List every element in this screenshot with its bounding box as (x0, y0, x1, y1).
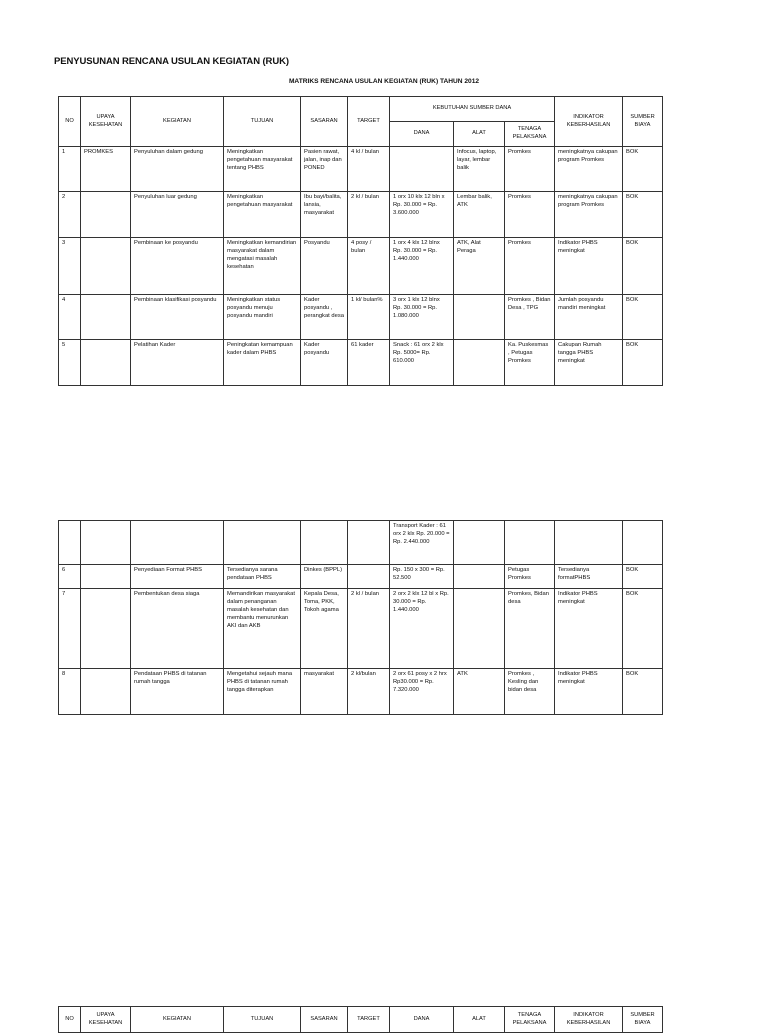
cell-no: 3 (59, 238, 81, 295)
cell-no: 6 (59, 565, 81, 589)
cell-tenaga: Promkes (505, 147, 555, 192)
header-target: TARGET (348, 97, 390, 147)
cell-tenaga: Promkes (505, 238, 555, 295)
header-target: TARGET (348, 1007, 390, 1033)
cell-tujuan: Mengetahui sejauh mana PHBS di tatanan rumah tangga diterapkan (224, 669, 301, 715)
cell-dana: 3 orx 1 klx 12 blnx Rp. 30.000 = Rp. 1.080.000 (390, 295, 454, 340)
header-kegiatan: KEGIATAN (131, 97, 224, 147)
cell-no: 4 (59, 295, 81, 340)
cell-dana: Rp. 150 x 300 = Rp. 52.500 (390, 565, 454, 589)
cell-no: 2 (59, 192, 81, 238)
cell-dana: Transport Kader : 61 orx 2 klx Rp. 20.000 = Rp. 2.440.000 (390, 521, 454, 565)
cell-upaya: PROMKES (81, 147, 131, 192)
table-row-continuation (59, 521, 663, 565)
cell-alat: ATK, Alat Peraga (454, 238, 505, 295)
cell-target: 1 kl/ bulan% (348, 295, 390, 340)
cell-indikator: Indikator PHBS meningkat (555, 238, 623, 295)
table-row (59, 565, 663, 589)
cell-dana: Snack : 61 orx 2 klx Rp. 5000= Rp. 610.000 (390, 340, 454, 386)
cell-kegiatan: Penyuluhan luar gedung (131, 192, 224, 238)
cell-tujuan: Meningkatkan kemandirian masyarakat dalam mengatasi masalah kesehatan (224, 238, 301, 295)
cell-no (59, 521, 81, 565)
cell-upaya (81, 565, 131, 589)
table-row (59, 589, 663, 669)
cell-sumber (623, 521, 663, 565)
cell-tujuan: Meningkatkan status posyandu menuju posyandu mandiri (224, 295, 301, 340)
ruk-table-page-3-header (58, 1006, 663, 1033)
cell-no: 8 (59, 669, 81, 715)
header-upaya-kesehatan: UPAYA KESEHATAN (81, 97, 131, 147)
header-no: NO (59, 97, 81, 147)
cell-upaya (81, 589, 131, 669)
cell-sasaran: Dinkes (BPPL) (301, 565, 348, 589)
cell-alat (454, 295, 505, 340)
cell-tenaga (505, 521, 555, 565)
cell-kegiatan: Penyediaan Format PHBS (131, 565, 224, 589)
cell-target: 61 kader (348, 340, 390, 386)
cell-sasaran: Pasien rawat, jalan, inap dan PONED (301, 147, 348, 192)
cell-kegiatan: Pembinaan ke posyandu (131, 238, 224, 295)
cell-indikator: Indikator PHBS meningkat (555, 589, 623, 669)
header-alat: ALAT (454, 1007, 505, 1033)
cell-tenaga: Promkes , Kesling dan bidan desa (505, 669, 555, 715)
cell-upaya (81, 340, 131, 386)
cell-tenaga: Promkes, Bidan desa (505, 589, 555, 669)
cell-kegiatan: Pembinaan klasifikasi posyandu (131, 295, 224, 340)
cell-tujuan (224, 521, 301, 565)
cell-tenaga: Promkes , Bidan Desa , TPG (505, 295, 555, 340)
cell-kegiatan: Pembentukan desa siaga (131, 589, 224, 669)
cell-alat: ATK (454, 669, 505, 715)
header-indikator: INDIKATOR KEBERHASILAN (555, 97, 623, 147)
header-sumber-biaya: SUMBER BIAYA (623, 1007, 663, 1033)
ruk-table-page-1 (58, 96, 663, 386)
cell-tujuan: Memandirikan masyarakat dalam penanganan masalah kesehatan dan membantu menurunkan AKI dan AKB (224, 589, 301, 669)
table-row (59, 238, 663, 295)
cell-target: 2 kl/bulan (348, 669, 390, 715)
cell-target (348, 565, 390, 589)
table-row (59, 147, 663, 192)
cell-sumber: BOK (623, 340, 663, 386)
cell-alat: Lembar balik, ATK (454, 192, 505, 238)
ruk-table-page-2 (58, 520, 663, 715)
cell-upaya (81, 238, 131, 295)
cell-dana: 1 orx 4 klx 12 blnx Rp. 30.000 = Rp. 1.440.000 (390, 238, 454, 295)
table-row (59, 295, 663, 340)
cell-sasaran (301, 521, 348, 565)
cell-sasaran: masyarakat (301, 669, 348, 715)
header-sasaran: SASARAN (301, 97, 348, 147)
cell-kegiatan (131, 521, 224, 565)
matrix-title: MATRIKS RENCANA USULAN KEGIATAN (RUK) TAHUN 2012 (288, 78, 480, 85)
cell-indikator: meningkatnya cakupan program Promkes (555, 192, 623, 238)
cell-kegiatan: Penyuluhan dalam gedung (131, 147, 224, 192)
table-row (59, 669, 663, 715)
cell-target: 4 kl / bulan (348, 147, 390, 192)
cell-kegiatan: Pelatihan Kader (131, 340, 224, 386)
cell-dana (390, 147, 454, 192)
cell-target: 2 kl / bulan (348, 192, 390, 238)
header-kegiatan: KEGIATAN (131, 1007, 224, 1033)
cell-indikator: Cakupan Rumah tangga PHBS meningkat (555, 340, 623, 386)
header-alat: ALAT (454, 122, 505, 147)
cell-tujuan: Peningkatan kemampuan kader dalam PHBS (224, 340, 301, 386)
header-tenaga-pelaksana: TENAGA PELAKSANA (505, 122, 555, 147)
cell-indikator (555, 521, 623, 565)
table-row (59, 192, 663, 238)
header-tujuan: TUJUAN (224, 97, 301, 147)
cell-sumber: BOK (623, 295, 663, 340)
cell-alat: Infocus, laptop, layar, lembar balik (454, 147, 505, 192)
cell-dana: 2 orx 2 klx 12 bl x Rp. 30.000 = Rp. 1.440.000 (390, 589, 454, 669)
cell-upaya (81, 521, 131, 565)
cell-alat (454, 589, 505, 669)
cell-tenaga: Ka. Puskesmas , Petugas Promkes (505, 340, 555, 386)
cell-sumber: BOK (623, 589, 663, 669)
cell-target (348, 521, 390, 565)
cell-tujuan: Meningkatkan pengetahuan masyarakat tentang PHBS (224, 147, 301, 192)
cell-no: 1 (59, 147, 81, 192)
cell-indikator: Jumlah posyandu mandiri meningkat (555, 295, 623, 340)
header-tujuan: TUJUAN (224, 1007, 301, 1033)
header-tenaga-pelaksana: TENAGA PELAKSANA (505, 1007, 555, 1033)
header-dana: DANA (390, 122, 454, 147)
table-row (59, 340, 663, 386)
cell-dana: 1 orx 10 klx 12 bln x Rp. 30.000 = Rp. 3.600.000 (390, 192, 454, 238)
cell-sasaran: Kader posyandu (301, 340, 348, 386)
cell-upaya (81, 192, 131, 238)
header-sasaran: SASARAN (301, 1007, 348, 1033)
cell-kegiatan: Pendataan PHBS di tatanan rumah tangga (131, 669, 224, 715)
header-kebutuhan-sumber-dana: KEBUTUHAN SUMBER DANA (390, 97, 555, 122)
cell-target: 2 kl / bulan (348, 589, 390, 669)
cell-sumber: BOK (623, 669, 663, 715)
cell-tenaga: Petugas Promkes (505, 565, 555, 589)
cell-alat (454, 521, 505, 565)
cell-indikator: Indikator PHBS meningkat (555, 669, 623, 715)
header-sumber-biaya: SUMBER BIAYA (623, 97, 663, 147)
header-indikator: INDIKATOR KEBERHASILAN (555, 1007, 623, 1033)
header-no: NO (59, 1007, 81, 1033)
cell-sasaran: Posyandu (301, 238, 348, 295)
cell-tujuan: Meningkatkan pengetahuan masyarakat (224, 192, 301, 238)
cell-sasaran: Kepala Desa, Toma, PKK, Tokoh agama (301, 589, 348, 669)
header-dana: DANA (390, 1007, 454, 1033)
cell-sasaran: Ibu bayi/balita, lansia, masyarakat (301, 192, 348, 238)
cell-sumber: BOK (623, 147, 663, 192)
cell-alat (454, 565, 505, 589)
document-title: PENYUSUNAN RENCANA USULAN KEGIATAN (RUK) (54, 56, 289, 67)
cell-upaya (81, 295, 131, 340)
cell-tujuan: Tersedianya sarana pendataan PHBS (224, 565, 301, 589)
header-upaya-kesehatan: UPAYA KESEHATAN (81, 1007, 131, 1033)
cell-upaya (81, 669, 131, 715)
cell-indikator: meningkatnya cakupan program Promkes (555, 147, 623, 192)
cell-no: 5 (59, 340, 81, 386)
cell-alat (454, 340, 505, 386)
cell-no: 7 (59, 589, 81, 669)
cell-target: 4 posy / bulan (348, 238, 390, 295)
cell-tenaga: Promkes (505, 192, 555, 238)
cell-sumber: BOK (623, 192, 663, 238)
cell-sumber: BOK (623, 238, 663, 295)
cell-dana: 2 orx 61 posy x 2 hrx Rp30.000 = Rp. 7.320.000 (390, 669, 454, 715)
cell-indikator: Tersedianya formatPHBS (555, 565, 623, 589)
cell-sasaran: Kader posyandu , perangkat desa (301, 295, 348, 340)
cell-sumber: BOK (623, 565, 663, 589)
